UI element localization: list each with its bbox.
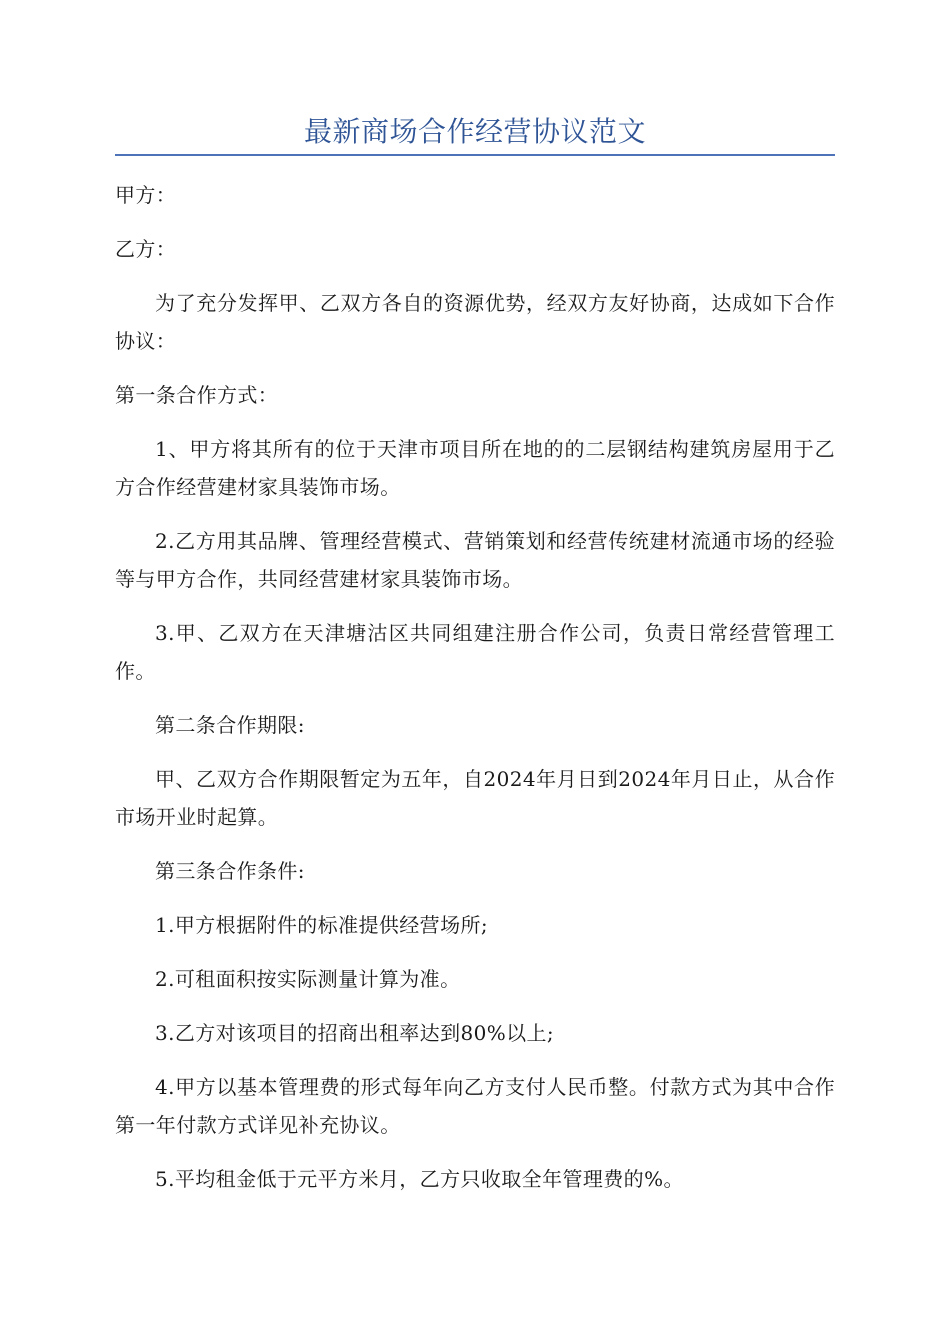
article-3-item-5: 5.平均租金低于元平方米月，乙方只收取全年管理费的%。: [155, 1167, 684, 1191]
article-3-item-3: 3.乙方对该项目的招商出租率达到80%以上;: [155, 1021, 555, 1045]
article-1-item-1: 1、甲方将其所有的位于天津市项目所在地的的二层钢结构建筑房屋用于乙方合作经营建材家具装饰市场。: [115, 437, 835, 499]
article-2-term: 甲、乙双方合作期限暂定为五年，自2024年月日到2024年月日止，从合作市场开业时起算。: [115, 767, 835, 829]
article-2-heading: 第二条合作期限:: [155, 713, 305, 737]
document-title: 最新商场合作经营协议范文: [303, 115, 646, 148]
party-b-line: 乙方：: [115, 237, 177, 261]
title-block: [115, 112, 835, 156]
article-3-item-1: 1.甲方根据附件的标准提供经营场所;: [155, 913, 489, 937]
preamble-paragraph: 为了充分发挥甲、乙双方各自的资源优势，经双方友好协商，达成如下合作协议：: [115, 291, 835, 353]
article-1-heading: 第一条合作方式：: [115, 383, 279, 407]
article-1-item-3: 3.甲、乙双方在天津塘沽区共同组建注册合作公司，负责日常经营管理工作。: [115, 621, 835, 683]
article-3-item-2: 2.可租面积按实际测量计算为准。: [155, 967, 461, 991]
article-3-item-4: 4.甲方以基本管理费的形式每年向乙方支付人民币整。付款方式为其中合作第一年付款方式详见补充协议。: [115, 1075, 835, 1137]
article-3-heading: 第三条合作条件:: [155, 859, 305, 883]
party-a-line: 甲方：: [115, 183, 177, 207]
document-body: [115, 176, 835, 1214]
article-1-item-2: 2.乙方用其品牌、管理经营模式、营销策划和经营传统建材流通市场的经验等与甲方合作，共同经营建材家具装饰市场。: [115, 529, 835, 591]
